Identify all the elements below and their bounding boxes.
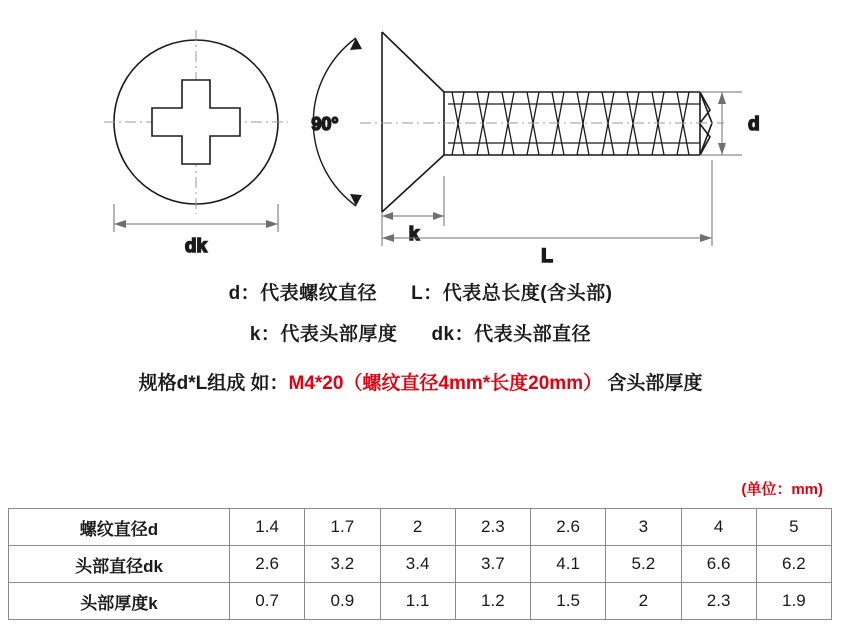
angle-arrow-top <box>350 38 362 50</box>
phillips-cross-recess <box>152 80 240 164</box>
cell: 2.6 <box>531 509 606 546</box>
row-header-thread-diameter: 螺纹直径d <box>9 509 230 546</box>
legend-d: d：代表螺纹直径 <box>228 283 378 304</box>
cell: 1.4 <box>230 509 305 546</box>
row-header-head-diameter: 头部直径dk <box>9 546 230 583</box>
angle-arrow-bottom <box>350 194 362 206</box>
spec-format-line <box>0 368 841 395</box>
table-row <box>9 583 832 620</box>
head-cone-outline <box>382 32 444 212</box>
row-header-head-thickness: 头部厚度k <box>9 583 230 620</box>
cell: 2.3 <box>455 509 530 546</box>
cell: 3.4 <box>380 546 455 583</box>
cell: 4.1 <box>531 546 606 583</box>
cell: 1.9 <box>756 583 831 620</box>
legend-k: k：代表头部厚度 <box>249 324 398 345</box>
legend-row-1 <box>0 278 841 305</box>
cell: 0.7 <box>230 583 305 620</box>
d-label: d <box>748 114 760 135</box>
unit-note: (单位：mm) <box>741 481 823 498</box>
table-row <box>9 546 832 583</box>
cell: 6.6 <box>681 546 756 583</box>
table-row <box>9 509 832 546</box>
legend-block <box>0 278 841 395</box>
cell: 2.6 <box>230 546 305 583</box>
cell: 2.3 <box>681 583 756 620</box>
screw-diagram <box>0 0 841 275</box>
cell: 5.2 <box>606 546 681 583</box>
k-label: k <box>408 224 420 245</box>
spec-suffix: 含头部厚度 <box>602 373 703 394</box>
cell: 2 <box>380 509 455 546</box>
cell: 0.9 <box>305 583 380 620</box>
cell: 4 <box>681 509 756 546</box>
spec-table <box>8 508 832 620</box>
cell: 3.7 <box>455 546 530 583</box>
cell: 1.2 <box>455 583 530 620</box>
cell: 5 <box>756 509 831 546</box>
dk-label: dk <box>184 236 208 257</box>
L-label: L <box>541 246 553 267</box>
screw-drawing <box>0 0 841 275</box>
cell: 3.2 <box>305 546 380 583</box>
legend-L: L：代表总长度(含头部) <box>411 283 613 304</box>
L-dimension <box>382 160 712 246</box>
cell: 2 <box>606 583 681 620</box>
cell: 3 <box>606 509 681 546</box>
spec-example: M4*20（螺纹直径4mm*长度20mm） <box>288 373 603 394</box>
legend-row-2 <box>0 319 841 346</box>
spec-prefix: 规格d*L组成 如： <box>138 373 289 394</box>
angle-label: 90° <box>311 114 339 134</box>
cell: 1.7 <box>305 509 380 546</box>
legend-dk: dk：代表头部直径 <box>431 324 592 345</box>
cell: 1.1 <box>380 583 455 620</box>
cell: 6.2 <box>756 546 831 583</box>
cell: 1.5 <box>531 583 606 620</box>
